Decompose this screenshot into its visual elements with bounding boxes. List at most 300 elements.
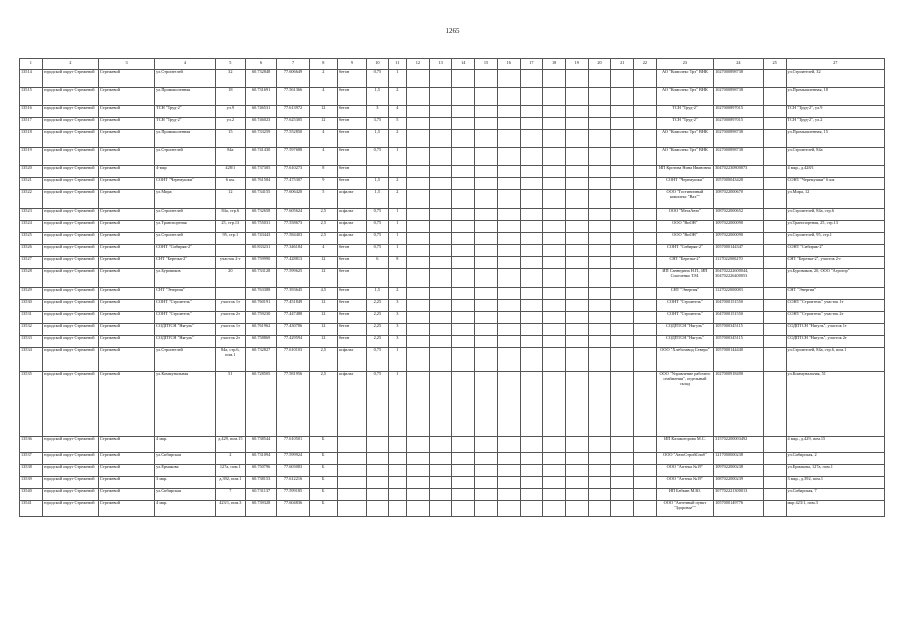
cell-empty xyxy=(429,323,452,335)
cell-district: городской округ Стрежевой xyxy=(42,268,98,287)
cell-lat: 60.739328 xyxy=(245,500,276,516)
cell-count xyxy=(388,268,406,287)
cell-empty xyxy=(452,232,475,244)
cell-lon: 77.451849 xyxy=(277,299,309,311)
cell-empty xyxy=(611,220,634,232)
cell-empty xyxy=(565,189,588,208)
column-number-header: 22 xyxy=(634,59,657,70)
cell-empty xyxy=(520,244,543,256)
cell-empty xyxy=(588,323,611,335)
cell-empty xyxy=(543,287,566,299)
cell-address: ул.Ермакова, 127а, пом.1 xyxy=(786,464,885,476)
cell-empty xyxy=(543,220,566,232)
cell-surface: асфальт xyxy=(337,208,366,220)
cell-empty xyxy=(588,347,611,371)
cell-count: 1 xyxy=(388,147,406,165)
cell-empty xyxy=(611,299,634,311)
cell-empty xyxy=(763,177,786,189)
cell-ogrn: 1027000898738 xyxy=(714,147,764,165)
cell-empty xyxy=(763,87,786,105)
cell-city: Стрежевой xyxy=(98,311,154,323)
cell-empty xyxy=(588,500,611,516)
cell-id: 13529 xyxy=(20,287,43,299)
cell-volume: 0,75 xyxy=(367,69,389,87)
cell-empty xyxy=(452,129,475,147)
cell-district: городской округ Стрежевой xyxy=(42,436,98,452)
cell-empty xyxy=(407,335,430,347)
cell-count xyxy=(388,165,406,177)
cell-address: ул.Транспортная, 25, стр.13 xyxy=(786,220,885,232)
cell-owner: СОНТ "Сибиряк-2" xyxy=(656,244,713,256)
column-number-header: 7 xyxy=(277,59,309,70)
cell-empty xyxy=(588,436,611,452)
cell-empty xyxy=(407,347,430,371)
cell-empty xyxy=(497,208,520,220)
cell-empty xyxy=(475,117,498,129)
cell-empty xyxy=(588,371,611,436)
cell-area: 8 xyxy=(309,165,337,177)
cell-address: СОДПТСН "Нягуль", участок 1т xyxy=(786,323,885,335)
cell-city: Стрежевой xyxy=(98,87,154,105)
cell-lon: 77.606420 xyxy=(277,189,309,208)
cell-ogrn: 1027000918490 xyxy=(714,371,764,436)
cell-empty xyxy=(475,220,498,232)
cell-surface: бетон xyxy=(337,311,366,323)
table-row xyxy=(20,105,885,117)
cell-lon: 77.429594 xyxy=(277,335,309,347)
cell-street: 4 мкр. xyxy=(155,436,216,452)
cell-street: ул.Сибирская xyxy=(155,452,216,464)
cell-empty xyxy=(407,371,430,436)
cell-house: 32 xyxy=(215,69,245,87)
cell-count xyxy=(388,436,406,452)
cell-city: Стрежевой xyxy=(98,436,154,452)
cell-lat: 60.733259 xyxy=(245,129,276,147)
cell-address: мкр 423/1, пом.3 xyxy=(786,500,885,516)
cell-empty xyxy=(520,129,543,147)
cell-id: 13514 xyxy=(20,69,43,87)
cell-empty xyxy=(429,476,452,488)
cell-volume xyxy=(367,165,389,177)
cell-empty xyxy=(407,323,430,335)
table-row xyxy=(20,208,885,220)
cell-house: 423/1, пом.3 xyxy=(215,500,245,516)
cell-empty xyxy=(429,287,452,299)
cell-area: Б xyxy=(309,452,337,464)
cell-empty xyxy=(543,232,566,244)
cell-id: 13534 xyxy=(20,347,43,371)
cell-house: ул.2 xyxy=(215,117,245,129)
cell-volume: 3,75 xyxy=(367,117,389,129)
cell-empty xyxy=(452,436,475,452)
cell-address: СОНТ "Черемушки" 6 км. xyxy=(786,177,885,189)
cell-empty xyxy=(565,464,588,476)
cell-volume: 2,25 xyxy=(367,323,389,335)
column-number-header: 20 xyxy=(588,59,611,70)
cell-empty xyxy=(565,129,588,147)
cell-empty xyxy=(520,232,543,244)
cell-street: СНТ "Энергия" xyxy=(155,287,216,299)
cell-area: 5 xyxy=(309,189,337,208)
cell-ogrn: 1027000897015 xyxy=(714,117,764,129)
cell-empty xyxy=(452,87,475,105)
cell-address: СНТ "Энергия" xyxy=(786,287,885,299)
cell-id: 13540 xyxy=(20,488,43,500)
cell-empty xyxy=(452,147,475,165)
cell-address: 3 мкр., д.392, пом.1 xyxy=(786,476,885,488)
cell-empty xyxy=(611,488,634,500)
cell-volume: 0,75 xyxy=(367,147,389,165)
cell-lat: 60.759990 xyxy=(245,256,276,268)
cell-lat: 60.750796 xyxy=(245,464,276,476)
cell-owner: СНТ "Березка-2" xyxy=(656,256,713,268)
cell-count: 3 xyxy=(388,335,406,347)
cell-empty xyxy=(543,335,566,347)
cell-address: 4 мкр., д.429, пом.15 xyxy=(786,436,885,452)
column-number-header: 3 xyxy=(98,59,154,70)
cell-district: городской округ Стрежевой xyxy=(42,105,98,117)
cell-ogrn: 1117022000270 xyxy=(714,256,764,268)
cell-house: 18 xyxy=(215,87,245,105)
cell-street: СОДПТСН "Нягуль" xyxy=(155,323,216,335)
cell-owner: СОНТ "Строитель" xyxy=(656,299,713,311)
cell-district: городской округ Стрежевой xyxy=(42,488,98,500)
column-number-header: 23 xyxy=(656,59,713,70)
cell-empty xyxy=(634,177,657,189)
cell-surface: бетон xyxy=(337,69,366,87)
cell-lon: 77.346184 xyxy=(277,244,309,256)
cell-lon: 77.604836 xyxy=(277,500,309,516)
cell-owner: ООО "Аптека №19" xyxy=(656,476,713,488)
cell-surface: бетон xyxy=(337,177,366,189)
table-row xyxy=(20,220,885,232)
cell-lat: 60.731137 xyxy=(245,488,276,500)
cell-empty xyxy=(452,452,475,464)
cell-empty xyxy=(588,220,611,232)
cell-district: городской округ Стрежевой xyxy=(42,189,98,208)
cell-empty xyxy=(407,147,430,165)
cell-area: 4 xyxy=(309,87,337,105)
cell-empty xyxy=(634,311,657,323)
cell-empty xyxy=(429,232,452,244)
column-number-header: 6 xyxy=(245,59,276,70)
cell-empty xyxy=(452,476,475,488)
cell-lat: 60.731691 xyxy=(245,87,276,105)
cell-owner: АО "Комплекс Трэ" ВНК xyxy=(656,147,713,165)
cell-count: 3 xyxy=(388,323,406,335)
cell-surface: бетон xyxy=(337,165,366,177)
cell-empty xyxy=(611,287,634,299)
cell-count: 2 xyxy=(388,287,406,299)
column-number-header: 16 xyxy=(497,59,520,70)
cell-city: Стрежевой xyxy=(98,147,154,165)
cell-empty xyxy=(611,129,634,147)
cell-empty xyxy=(634,287,657,299)
cell-empty xyxy=(763,105,786,117)
cell-id: 13528 xyxy=(20,268,43,287)
cell-empty xyxy=(429,299,452,311)
cell-area: 12 xyxy=(309,117,337,129)
cell-empty xyxy=(565,488,588,500)
cell-address: СНТ "Березка-2", участок 2-г xyxy=(786,256,885,268)
cell-owner: ООО "Аптека №19" xyxy=(656,464,713,476)
cell-ogrn: 304702222600044, 304702226400053 xyxy=(714,268,764,287)
cell-empty xyxy=(763,464,786,476)
cell-empty xyxy=(452,347,475,371)
cell-empty xyxy=(452,299,475,311)
cell-empty xyxy=(520,347,543,371)
cell-empty xyxy=(588,177,611,189)
cell-empty xyxy=(634,256,657,268)
cell-empty xyxy=(497,287,520,299)
cell-empty xyxy=(565,268,588,287)
cell-owner: ИП Казакогорова М.С. xyxy=(656,436,713,452)
cell-lat: 60.738153 xyxy=(245,476,276,488)
cell-empty xyxy=(407,311,430,323)
column-number-header: 14 xyxy=(452,59,475,70)
cell-ogrn: 1057000043428 xyxy=(714,177,764,189)
column-number-header: 27 xyxy=(786,59,885,70)
cell-street: ул.Строителей xyxy=(155,232,216,244)
cell-district: городской округ Стрежевой xyxy=(42,165,98,177)
table-row xyxy=(20,436,885,452)
cell-lat: 60.759230 xyxy=(245,311,276,323)
cell-volume: 0,75 xyxy=(367,347,389,371)
cell-empty xyxy=(611,244,634,256)
cell-id: 13525 xyxy=(20,232,43,244)
cell-empty xyxy=(452,165,475,177)
cell-area: Б xyxy=(309,500,337,516)
cell-empty xyxy=(763,256,786,268)
cell-ogrn: 1057000345115 xyxy=(714,323,764,335)
cell-empty xyxy=(407,220,430,232)
cell-empty xyxy=(452,335,475,347)
column-number-header: 21 xyxy=(611,59,634,70)
cell-empty xyxy=(452,256,475,268)
column-number-header: 25 xyxy=(763,59,786,70)
cell-owner: СНТ "Энергия" xyxy=(656,287,713,299)
cell-city: Стрежевой xyxy=(98,464,154,476)
cell-empty xyxy=(763,232,786,244)
cell-street: ТСН "Труд-2" xyxy=(155,117,216,129)
cell-count: 2 xyxy=(388,189,406,208)
cell-empty xyxy=(520,500,543,516)
cell-empty xyxy=(497,220,520,232)
cell-empty xyxy=(763,500,786,516)
cell-surface: бетон xyxy=(337,117,366,129)
cell-empty xyxy=(763,69,786,87)
cell-surface xyxy=(337,488,366,500)
cell-street: СОНТ "Черемушки" xyxy=(155,177,216,189)
cell-empty xyxy=(543,189,566,208)
cell-empty xyxy=(565,220,588,232)
cell-address: ул.Промышленная, 15 xyxy=(786,129,885,147)
cell-district: городской округ Стрежевой xyxy=(42,299,98,311)
cell-empty xyxy=(588,147,611,165)
cell-lon: 77.584403 xyxy=(277,232,309,244)
cell-city: Стрежевой xyxy=(98,452,154,464)
cell-lon: 77.597688 xyxy=(277,147,309,165)
cell-empty xyxy=(763,371,786,436)
cell-district: городской округ Стрежевой xyxy=(42,220,98,232)
cell-city: Стрежевой xyxy=(98,287,154,299)
cell-empty xyxy=(429,335,452,347)
cell-empty xyxy=(407,299,430,311)
cell-surface: бетон xyxy=(337,268,366,287)
cell-surface xyxy=(337,476,366,488)
cell-city: Стрежевой xyxy=(98,220,154,232)
cell-volume: 1,5 xyxy=(367,287,389,299)
cell-surface: бетон xyxy=(337,105,366,117)
cell-area: 12 xyxy=(309,105,337,117)
cell-empty xyxy=(543,299,566,311)
cell-lon: 77.428813 xyxy=(277,256,309,268)
cell-id: 13518 xyxy=(20,129,43,147)
cell-surface: бетон xyxy=(337,323,366,335)
cell-lat: 60.732848 xyxy=(245,69,276,87)
cell-empty xyxy=(543,347,566,371)
cell-empty xyxy=(429,244,452,256)
cell-street: ТСН "Труд-2" xyxy=(155,105,216,117)
cell-empty xyxy=(565,311,588,323)
cell-street: ул.Транспортная xyxy=(155,220,216,232)
cell-empty xyxy=(520,147,543,165)
cell-surface: бетон xyxy=(337,129,366,147)
cell-owner: ТСН "Труд-2" xyxy=(656,105,713,117)
cell-empty xyxy=(763,335,786,347)
cell-empty xyxy=(407,476,430,488)
cell-house: 84а xyxy=(215,147,245,165)
cell-area: Б xyxy=(309,476,337,488)
table-row xyxy=(20,189,885,208)
cell-house: 84а, стр.6, пом.1 xyxy=(215,347,245,371)
cell-volume: 3 xyxy=(367,105,389,117)
cell-street: ул.Коммунальная xyxy=(155,371,216,436)
cell-empty xyxy=(429,311,452,323)
cell-id: 13519 xyxy=(20,147,43,165)
cell-empty xyxy=(565,147,588,165)
cell-house: ул.9 xyxy=(215,105,245,117)
cell-city: Стрежевой xyxy=(98,476,154,488)
cell-volume: 2,25 xyxy=(367,311,389,323)
cell-empty xyxy=(407,105,430,117)
cell-street: ул.Ермакова xyxy=(155,464,216,476)
cell-lat: 60.737305 xyxy=(245,165,276,177)
cell-city: Стрежевой xyxy=(98,69,154,87)
cell-empty xyxy=(497,347,520,371)
cell-street: ул.Буровиков xyxy=(155,268,216,287)
cell-house: 84а, стр.6 xyxy=(215,208,245,220)
cell-lon: 77.610501 xyxy=(277,436,309,452)
cell-lat: 60.761584 xyxy=(245,177,276,189)
cell-empty xyxy=(763,452,786,464)
cell-surface xyxy=(337,452,366,464)
cell-district: городской округ Стрежевой xyxy=(42,311,98,323)
cell-empty xyxy=(475,347,498,371)
cell-empty xyxy=(565,452,588,464)
cell-empty xyxy=(475,244,498,256)
cell-house: 127а, пом.1 xyxy=(215,464,245,476)
cell-lat: 60.732827 xyxy=(245,347,276,371)
cell-owner: ООО "ВиОН" xyxy=(656,232,713,244)
cell-empty xyxy=(520,464,543,476)
cell-district: городской округ Стрежевой xyxy=(42,347,98,371)
cell-empty xyxy=(429,165,452,177)
cell-lon: 77.561366 xyxy=(277,87,309,105)
cell-count: 1 xyxy=(388,347,406,371)
cell-empty xyxy=(407,287,430,299)
cell-address: ул.Сибирская, 2 xyxy=(786,452,885,464)
cell-empty xyxy=(475,323,498,335)
cell-empty xyxy=(475,208,498,220)
cell-district: городской округ Стрежевой xyxy=(42,371,98,436)
cell-ogrn: 1087022000239 xyxy=(714,476,764,488)
table-row xyxy=(20,335,885,347)
cell-empty xyxy=(634,147,657,165)
cell-city: Стрежевой xyxy=(98,268,154,287)
cell-empty xyxy=(497,147,520,165)
cell-empty xyxy=(565,347,588,371)
cell-address: 4 мкр., д.428/1 xyxy=(786,165,885,177)
cell-empty xyxy=(763,189,786,208)
cell-empty xyxy=(543,268,566,287)
cell-district: городской округ Стрежевой xyxy=(42,208,98,220)
cell-address: ул.Строителей, 32 xyxy=(786,69,885,87)
cell-address: ул.Мира, 12 xyxy=(786,189,885,208)
cell-empty xyxy=(497,311,520,323)
cell-count: 8 xyxy=(388,256,406,268)
table-row xyxy=(20,476,885,488)
cell-empty xyxy=(475,452,498,464)
cell-house: 428/1 xyxy=(215,165,245,177)
cell-empty xyxy=(611,347,634,371)
cell-empty xyxy=(634,220,657,232)
cell-empty xyxy=(429,371,452,436)
cell-empty xyxy=(588,189,611,208)
cell-ogrn: 1047000151550 xyxy=(714,299,764,311)
cell-empty xyxy=(475,464,498,476)
cell-street: ул.Строителей xyxy=(155,347,216,371)
cell-empty xyxy=(588,256,611,268)
cell-empty xyxy=(634,189,657,208)
cell-id: 13521 xyxy=(20,177,43,189)
cell-id: 13516 xyxy=(20,105,43,117)
cell-empty xyxy=(407,177,430,189)
cell-city: Стрежевой xyxy=(98,299,154,311)
cell-count: 3 xyxy=(388,299,406,311)
cell-street: 4 мкр. xyxy=(155,500,216,516)
cell-empty xyxy=(497,69,520,87)
cell-empty xyxy=(497,323,520,335)
cell-empty xyxy=(763,287,786,299)
cell-empty xyxy=(611,452,634,464)
cell-address: ТСН "Труд-2", ул.2 xyxy=(786,117,885,129)
cell-empty xyxy=(611,371,634,436)
cell-district: городской округ Стрежевой xyxy=(42,117,98,129)
cell-house: д.392, пом.1 xyxy=(215,476,245,488)
cell-empty xyxy=(611,476,634,488)
cell-empty xyxy=(520,323,543,335)
cell-empty xyxy=(763,436,786,452)
cell-empty xyxy=(565,476,588,488)
cell-empty xyxy=(763,299,786,311)
cell-empty xyxy=(407,436,430,452)
cell-empty xyxy=(611,208,634,220)
cell-empty xyxy=(543,129,566,147)
cell-empty xyxy=(475,299,498,311)
cell-city: Стрежевой xyxy=(98,371,154,436)
cell-address: ул.Строителей, 95, стр.1 xyxy=(786,232,885,244)
